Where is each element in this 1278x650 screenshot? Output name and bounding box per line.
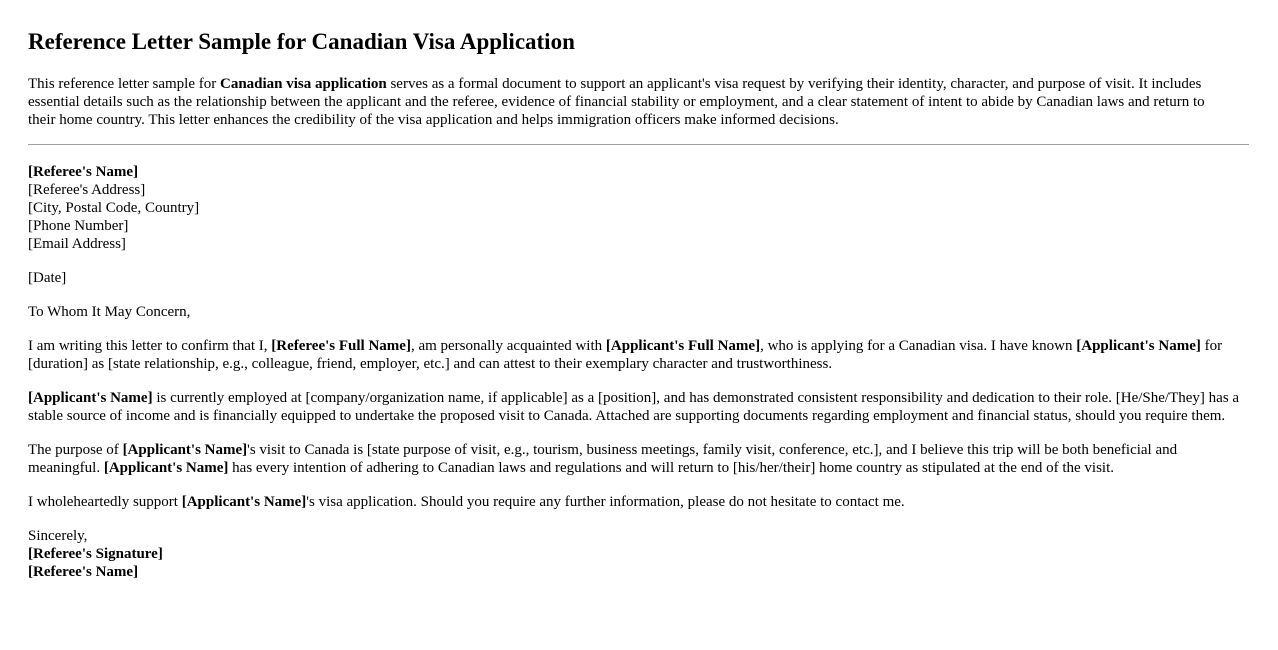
sender-city: [City, Postal Code, Country] [28, 200, 200, 216]
section-divider [28, 144, 1249, 145]
para2-text-1: is currently employed at [company/organization name, if applicable] as a [position], and has demonstrated consistent responsibility and dedication to their role. [He/She/They] has a stable source of income and is financially equipped to undertake the proposed visit to Canada. Attached are supporting documents regarding employment and financial status, should you require them. [28, 390, 1240, 424]
para4-text-1: I wholeheartedly support [28, 494, 182, 510]
sender-address: [Referee's Address] [28, 182, 146, 198]
para4-text-2: 's visa application. Should you require any further information, please do not hesitate to contact me. [306, 494, 905, 510]
para1-text-3: , who is applying for a Canadian visa. I have known [760, 338, 1077, 354]
signature-block [28, 527, 1243, 581]
letter-date: [Date] [28, 270, 67, 286]
para3-text-2: 's visit to Canada is [state purpose of visit, e.g., tourism, business meetings, family visit, conference, etc.], and I believe this trip will be both beneficial and meaningful. [28, 442, 1178, 476]
para1-text-2: , am personally acquainted with [410, 338, 606, 354]
referee-name-closing: [Referee's Name] [28, 564, 139, 580]
intro-bold-phrase: Canadian visa application [219, 76, 387, 92]
intro-text-2: serves as a formal document to support an applicant's visa request by verifying their identity, character, and purpose of visit. It includes essential details such as the relationship between the applicant and the referee, evidence of financial stability or employment, and a clear statement of intent to abide by Canadian laws and return to their home country. This letter enhances the credibility of the visa application and helps immigration officers make informed decisions. [28, 76, 1205, 128]
intro-text-1: This reference letter sample for [28, 76, 220, 92]
para3-applicant-name-1: [Applicant's Name] [122, 442, 248, 458]
para3-applicant-name-2: [Applicant's Name] [103, 460, 229, 476]
referee-signature: [Referee's Signature] [28, 546, 163, 562]
para1-applicant-name: [Applicant's Name] [1076, 338, 1201, 354]
para3-text-3: has every intention of adhering to Canadian laws and regulations and will return to [his/her/their] home country as stipulated at the end of the visit. [228, 460, 1115, 476]
sender-name: [Referee's Name] [28, 164, 139, 180]
para1-referee-full-name: [Referee's Full Name] [271, 338, 411, 354]
paragraph-purpose [28, 441, 1243, 477]
para2-applicant-name: [Applicant's Name] [28, 390, 153, 406]
page-title: Reference Letter Sample for Canadian Visa Application [28, 29, 575, 54]
para1-text-1: I am writing this letter to confirm that I, [28, 338, 272, 354]
para1-text-4: for [duration] as [state relationship, e.g., colleague, friend, employer, etc.] and can attest to their exemplary character and trustworthiness. [28, 338, 1223, 372]
intro-paragraph [28, 75, 1228, 129]
paragraph-employment [28, 389, 1243, 425]
sender-phone: [Phone Number] [28, 218, 129, 234]
para1-applicant-full-name: [Applicant's Full Name] [605, 338, 761, 354]
letter-body [28, 163, 1243, 581]
salutation: To Whom It May Concern, [28, 304, 191, 320]
paragraph-support [28, 493, 1243, 511]
para4-applicant-name: [Applicant's Name] [181, 494, 307, 510]
sender-email: [Email Address] [28, 236, 126, 252]
para3-text-1: The purpose of [28, 442, 123, 458]
paragraph-acquaintance [28, 337, 1243, 373]
valediction: Sincerely, [28, 528, 88, 544]
sender-address-block [28, 163, 1243, 253]
